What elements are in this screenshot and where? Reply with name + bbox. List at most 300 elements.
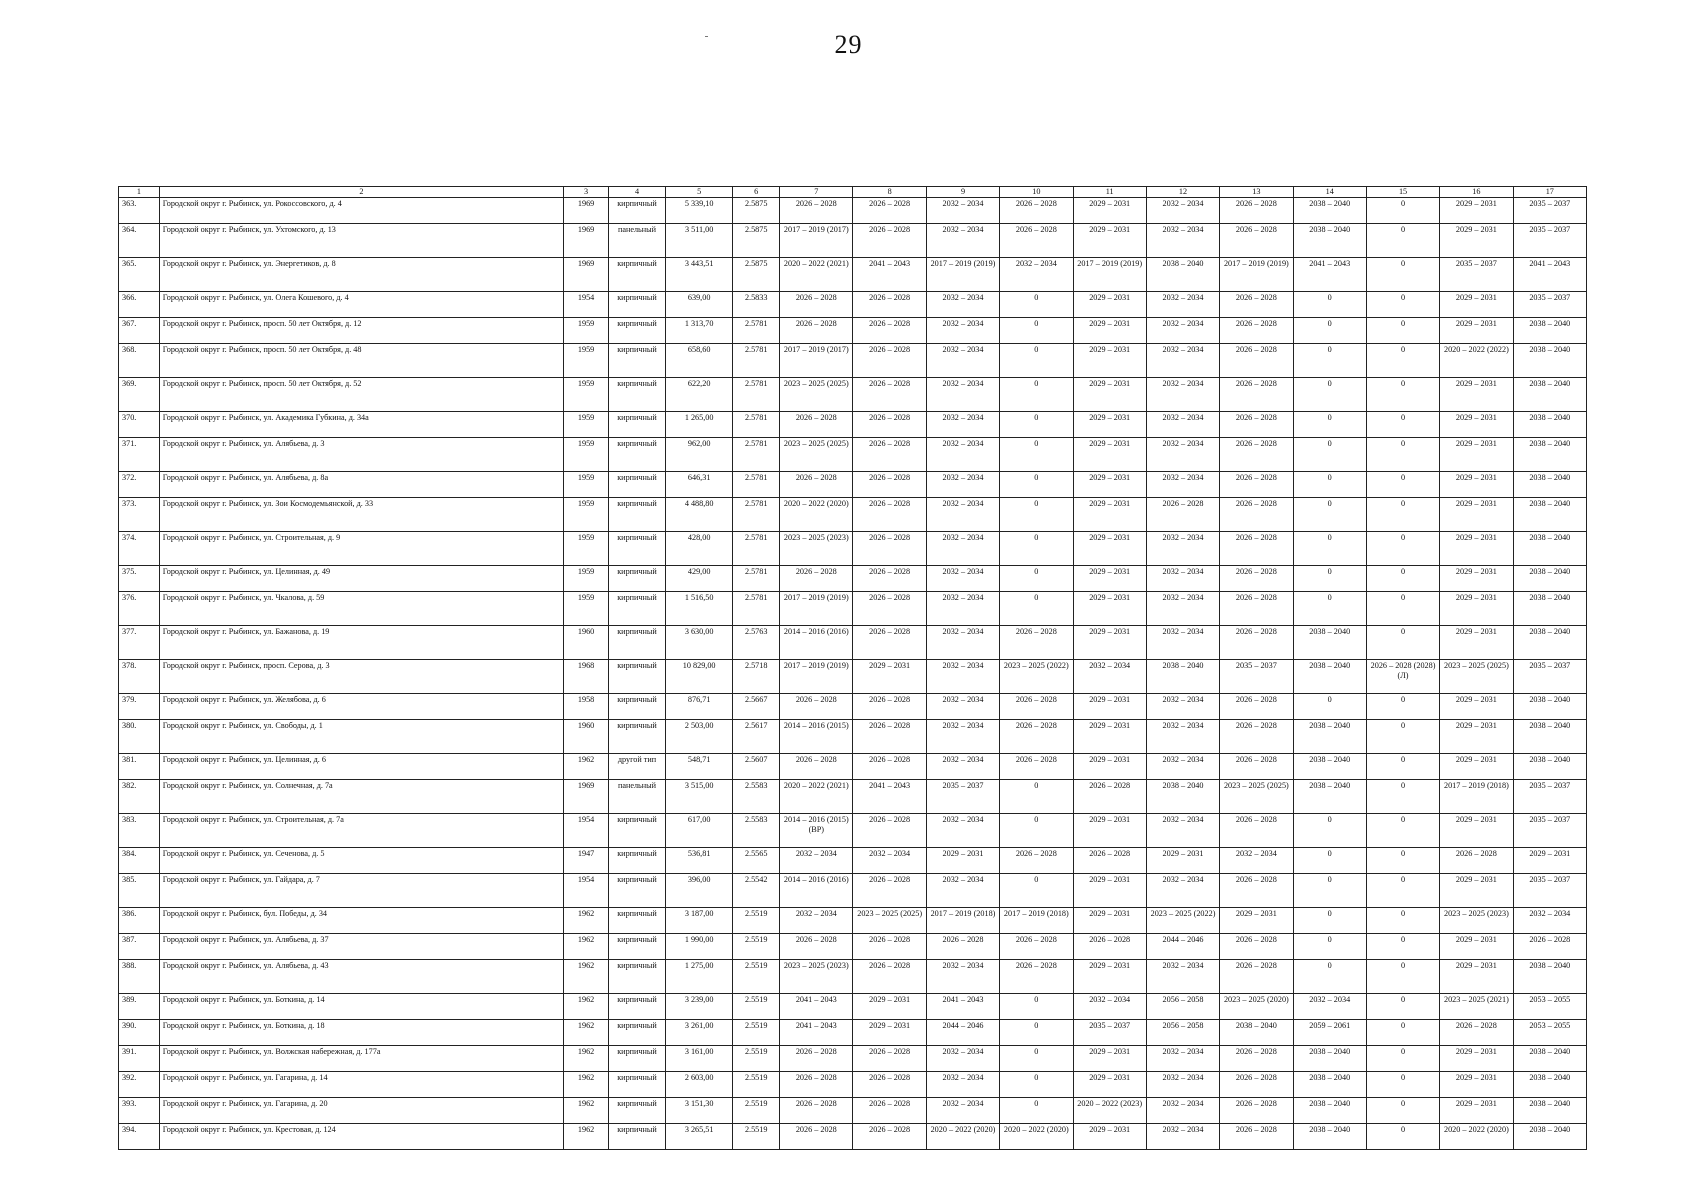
- priority-score-cell: 2.5781: [733, 344, 780, 378]
- wall-material-cell: кирпичный: [608, 532, 665, 566]
- repair-period-cell-17: 2053 – 2055: [1513, 1020, 1586, 1046]
- table-row: [119, 472, 1587, 498]
- priority-score-cell: 2.5781: [733, 532, 780, 566]
- repair-period-cell-15: 0: [1366, 1124, 1439, 1150]
- row-number-cell: 383.: [119, 814, 160, 848]
- repair-period-cell-17: 2029 – 2031: [1513, 848, 1586, 874]
- repair-period-cell-15: 0: [1366, 754, 1439, 780]
- repair-period-cell-11: 2017 – 2019 (2019): [1073, 258, 1146, 292]
- repair-period-cell-10: 2026 – 2028: [1000, 720, 1073, 754]
- repair-period-cell-17: 2038 – 2040: [1513, 472, 1586, 498]
- repair-period-cell-17: 2035 – 2037: [1513, 660, 1586, 694]
- column-number-5: 5: [666, 187, 733, 198]
- row-number-cell: 372.: [119, 472, 160, 498]
- repair-period-cell-17: 2041 – 2043: [1513, 258, 1586, 292]
- repair-period-cell-14: 0: [1293, 292, 1366, 318]
- repair-period-cell-9: 2020 – 2022 (2020): [926, 1124, 999, 1150]
- repair-period-cell-7: 2020 – 2022 (2020): [780, 498, 853, 532]
- table-row: [119, 292, 1587, 318]
- repair-period-cell-7: 2026 – 2028: [780, 1072, 853, 1098]
- wall-material-cell: кирпичный: [608, 694, 665, 720]
- area-cell: 4 488,80: [666, 498, 733, 532]
- area-cell: 1 516,50: [666, 592, 733, 626]
- column-number-9: 9: [926, 187, 999, 198]
- repair-period-cell-9: 2041 – 2043: [926, 994, 999, 1020]
- repair-period-cell-7: 2017 – 2019 (2017): [780, 344, 853, 378]
- repair-period-cell-17: 2038 – 2040: [1513, 592, 1586, 626]
- address-cell: Городской округ г. Рыбинск, ул. Алябьева, д. 43: [159, 960, 563, 994]
- repair-period-cell-7: 2026 – 2028: [780, 1124, 853, 1150]
- repair-period-cell-15: 0: [1366, 848, 1439, 874]
- repair-period-cell-12: 2032 – 2034: [1146, 720, 1219, 754]
- repair-period-cell-17: 2038 – 2040: [1513, 1124, 1586, 1150]
- repair-period-cell-15: 0: [1366, 780, 1439, 814]
- year-cell: 1959: [564, 412, 609, 438]
- priority-score-cell: 2.5583: [733, 814, 780, 848]
- repair-period-cell-11: 2029 – 2031: [1073, 1046, 1146, 1072]
- repair-period-cell-15: 0: [1366, 814, 1439, 848]
- repair-period-cell-10: 2032 – 2034: [1000, 258, 1073, 292]
- repair-period-cell-10: 2023 – 2025 (2022): [1000, 660, 1073, 694]
- repair-period-cell-14: 0: [1293, 412, 1366, 438]
- repair-period-cell-15: 0: [1366, 1072, 1439, 1098]
- address-cell: Городской округ г. Рыбинск, ул. Ухтомского, д. 13: [159, 224, 563, 258]
- year-cell: 1959: [564, 592, 609, 626]
- repair-period-cell-14: 0: [1293, 592, 1366, 626]
- address-cell: Городской округ г. Рыбинск, ул. Желябова, д. 6: [159, 694, 563, 720]
- table-row: [119, 318, 1587, 344]
- year-cell: 1962: [564, 908, 609, 934]
- repair-period-cell-13: 2029 – 2031: [1220, 908, 1293, 934]
- wall-material-cell: кирпичный: [608, 438, 665, 472]
- repair-period-cell-9: 2032 – 2034: [926, 292, 999, 318]
- column-number-10: 10: [1000, 187, 1073, 198]
- repair-period-cell-13: 2032 – 2034: [1220, 848, 1293, 874]
- area-cell: 10 829,00: [666, 660, 733, 694]
- wall-material-cell: панельный: [608, 780, 665, 814]
- area-cell: 3 515,00: [666, 780, 733, 814]
- row-number-cell: 389.: [119, 994, 160, 1020]
- repair-period-cell-17: 2038 – 2040: [1513, 412, 1586, 438]
- repair-period-cell-14: 0: [1293, 378, 1366, 412]
- area-cell: 658,60: [666, 344, 733, 378]
- repair-period-cell-14: 2038 – 2040: [1293, 626, 1366, 660]
- wall-material-cell: кирпичный: [608, 258, 665, 292]
- repair-period-cell-13: 2026 – 2028: [1220, 874, 1293, 908]
- row-number-cell: 376.: [119, 592, 160, 626]
- repair-period-cell-15: 0: [1366, 198, 1439, 224]
- repair-period-cell-12: 2032 – 2034: [1146, 472, 1219, 498]
- repair-period-cell-11: 2026 – 2028: [1073, 848, 1146, 874]
- repair-period-cell-8: 2026 – 2028: [853, 1072, 926, 1098]
- repair-period-cell-12: 2032 – 2034: [1146, 532, 1219, 566]
- repair-period-cell-9: 2032 – 2034: [926, 592, 999, 626]
- priority-score-cell: 2.5718: [733, 660, 780, 694]
- year-cell: 1960: [564, 626, 609, 660]
- repair-period-cell-17: 2053 – 2055: [1513, 994, 1586, 1020]
- repair-period-cell-17: 2038 – 2040: [1513, 1098, 1586, 1124]
- repair-period-cell-16: 2029 – 2031: [1440, 412, 1513, 438]
- repair-period-cell-15: 0: [1366, 472, 1439, 498]
- repair-period-cell-8: 2026 – 2028: [853, 292, 926, 318]
- repair-period-cell-12: 2032 – 2034: [1146, 198, 1219, 224]
- repair-period-cell-16: 2029 – 2031: [1440, 472, 1513, 498]
- repair-period-cell-14: 0: [1293, 498, 1366, 532]
- row-number-cell: 370.: [119, 412, 160, 438]
- year-cell: 1959: [564, 438, 609, 472]
- repair-period-cell-12: 2044 – 2046: [1146, 934, 1219, 960]
- repair-period-cell-12: 2038 – 2040: [1146, 780, 1219, 814]
- repair-period-cell-10: 0: [1000, 344, 1073, 378]
- repair-period-cell-10: 2026 – 2028: [1000, 848, 1073, 874]
- repair-period-cell-12: 2026 – 2028: [1146, 498, 1219, 532]
- repair-period-cell-16: 2035 – 2037: [1440, 258, 1513, 292]
- area-cell: 3 187,00: [666, 908, 733, 934]
- priority-score-cell: 2.5781: [733, 318, 780, 344]
- repair-period-cell-10: 0: [1000, 1098, 1073, 1124]
- repair-period-cell-7: 2014 – 2016 (2015): [780, 720, 853, 754]
- repair-period-cell-12: 2032 – 2034: [1146, 626, 1219, 660]
- address-cell: Городской округ г. Рыбинск, ул. Зои Космодемьянской, д. 33: [159, 498, 563, 532]
- area-cell: 2 603,00: [666, 1072, 733, 1098]
- priority-score-cell: 2.5519: [733, 1072, 780, 1098]
- year-cell: 1959: [564, 472, 609, 498]
- repair-period-cell-12: 2056 – 2058: [1146, 1020, 1219, 1046]
- wall-material-cell: кирпичный: [608, 378, 665, 412]
- repair-period-cell-14: 2038 – 2040: [1293, 1046, 1366, 1072]
- address-cell: Городской округ г. Рыбинск, просп. 50 лет Октября, д. 52: [159, 378, 563, 412]
- priority-score-cell: 2.5519: [733, 994, 780, 1020]
- repair-period-cell-7: 2026 – 2028: [780, 412, 853, 438]
- repair-period-cell-11: 2029 – 2031: [1073, 318, 1146, 344]
- repair-period-cell-16: 2029 – 2031: [1440, 934, 1513, 960]
- repair-period-cell-7: 2023 – 2025 (2023): [780, 960, 853, 994]
- repair-period-cell-11: 2029 – 2031: [1073, 626, 1146, 660]
- table-row: [119, 660, 1587, 694]
- repair-period-cell-11: 2029 – 2031: [1073, 292, 1146, 318]
- repair-period-cell-15: 0: [1366, 438, 1439, 472]
- repair-period-cell-9: 2032 – 2034: [926, 438, 999, 472]
- repair-period-cell-7: 2026 – 2028: [780, 694, 853, 720]
- repair-period-cell-8: 2029 – 2031: [853, 994, 926, 1020]
- address-cell: Городской округ г. Рыбинск, ул. Сеченова, д. 5: [159, 848, 563, 874]
- repair-period-cell-13: 2026 – 2028: [1220, 566, 1293, 592]
- repair-period-cell-10: 0: [1000, 814, 1073, 848]
- repair-period-cell-13: 2026 – 2028: [1220, 472, 1293, 498]
- priority-score-cell: 2.5667: [733, 694, 780, 720]
- repair-period-cell-12: 2032 – 2034: [1146, 960, 1219, 994]
- wall-material-cell: кирпичный: [608, 472, 665, 498]
- repair-period-cell-16: 2023 – 2025 (2023): [1440, 908, 1513, 934]
- repair-period-cell-7: 2023 – 2025 (2025): [780, 378, 853, 412]
- repair-period-cell-11: 2029 – 2031: [1073, 1072, 1146, 1098]
- row-number-cell: 364.: [119, 224, 160, 258]
- repair-period-cell-9: 2032 – 2034: [926, 626, 999, 660]
- repair-period-cell-9: 2017 – 2019 (2019): [926, 258, 999, 292]
- address-cell: Городской округ г. Рыбинск, просп. Серова, д. 3: [159, 660, 563, 694]
- table-row: [119, 566, 1587, 592]
- repair-period-cell-14: 0: [1293, 566, 1366, 592]
- repair-period-cell-8: 2026 – 2028: [853, 1046, 926, 1072]
- column-number-3: 3: [564, 187, 609, 198]
- repair-period-cell-11: 2029 – 2031: [1073, 694, 1146, 720]
- repair-period-cell-14: 0: [1293, 934, 1366, 960]
- repair-period-cell-17: 2035 – 2037: [1513, 292, 1586, 318]
- repair-period-cell-14: 2038 – 2040: [1293, 224, 1366, 258]
- repair-period-cell-9: 2032 – 2034: [926, 318, 999, 344]
- repair-period-cell-10: 2026 – 2028: [1000, 694, 1073, 720]
- repair-period-cell-13: 2026 – 2028: [1220, 438, 1293, 472]
- area-cell: 3 630,00: [666, 626, 733, 660]
- repair-period-cell-7: 2026 – 2028: [780, 1046, 853, 1072]
- row-number-cell: 379.: [119, 694, 160, 720]
- repair-period-cell-7: 2026 – 2028: [780, 1098, 853, 1124]
- wall-material-cell: кирпичный: [608, 1046, 665, 1072]
- repair-period-cell-10: 0: [1000, 1072, 1073, 1098]
- repair-period-cell-11: 2029 – 2031: [1073, 498, 1146, 532]
- wall-material-cell: кирпичный: [608, 498, 665, 532]
- repair-period-cell-9: 2032 – 2034: [926, 694, 999, 720]
- repair-period-cell-15: 0: [1366, 318, 1439, 344]
- repair-period-cell-17: 2038 – 2040: [1513, 960, 1586, 994]
- repair-period-cell-13: 2026 – 2028: [1220, 754, 1293, 780]
- repair-period-cell-7: 2014 – 2016 (2016): [780, 874, 853, 908]
- area-cell: 3 239,00: [666, 994, 733, 1020]
- repair-period-cell-12: 2032 – 2034: [1146, 344, 1219, 378]
- repair-period-cell-16: 2029 – 2031: [1440, 198, 1513, 224]
- repair-period-cell-16: 2029 – 2031: [1440, 292, 1513, 318]
- repair-period-cell-9: 2029 – 2031: [926, 848, 999, 874]
- year-cell: 1959: [564, 532, 609, 566]
- table-row: [119, 994, 1587, 1020]
- table-row: [119, 694, 1587, 720]
- scan-mark: [705, 36, 708, 37]
- repair-period-cell-14: 0: [1293, 960, 1366, 994]
- repair-period-cell-11: 2029 – 2031: [1073, 720, 1146, 754]
- area-cell: 396,00: [666, 874, 733, 908]
- repair-period-cell-17: 2026 – 2028: [1513, 934, 1586, 960]
- row-number-cell: 393.: [119, 1098, 160, 1124]
- repair-period-cell-8: 2026 – 2028: [853, 960, 926, 994]
- address-cell: Городской округ г. Рыбинск, ул. Энергетиков, д. 8: [159, 258, 563, 292]
- repair-period-cell-16: 2029 – 2031: [1440, 378, 1513, 412]
- repair-period-cell-10: 0: [1000, 874, 1073, 908]
- repair-period-cell-12: 2032 – 2034: [1146, 592, 1219, 626]
- repair-period-cell-13: 2026 – 2028: [1220, 1072, 1293, 1098]
- wall-material-cell: кирпичный: [608, 874, 665, 908]
- repair-period-cell-8: 2026 – 2028: [853, 224, 926, 258]
- repair-period-cell-10: 0: [1000, 318, 1073, 344]
- repair-period-cell-11: 2029 – 2031: [1073, 344, 1146, 378]
- repair-period-cell-9: 2032 – 2034: [926, 532, 999, 566]
- address-cell: Городской округ г. Рыбинск, ул. Боткина, д. 14: [159, 994, 563, 1020]
- wall-material-cell: кирпичный: [608, 292, 665, 318]
- table-row: [119, 438, 1587, 472]
- repair-period-cell-14: 0: [1293, 532, 1366, 566]
- year-cell: 1962: [564, 934, 609, 960]
- area-cell: 876,71: [666, 694, 733, 720]
- priority-score-cell: 2.5565: [733, 848, 780, 874]
- repair-period-cell-13: 2026 – 2028: [1220, 198, 1293, 224]
- wall-material-cell: кирпичный: [608, 1020, 665, 1046]
- priority-score-cell: 2.5833: [733, 292, 780, 318]
- repair-period-cell-17: 2038 – 2040: [1513, 694, 1586, 720]
- repair-period-cell-16: 2029 – 2031: [1440, 960, 1513, 994]
- year-cell: 1954: [564, 874, 609, 908]
- repair-period-cell-7: 2032 – 2034: [780, 908, 853, 934]
- repair-period-cell-17: 2032 – 2034: [1513, 908, 1586, 934]
- repair-period-cell-13: 2026 – 2028: [1220, 532, 1293, 566]
- repair-period-cell-14: 0: [1293, 472, 1366, 498]
- repair-period-cell-9: 2032 – 2034: [926, 720, 999, 754]
- repair-period-cell-10: 0: [1000, 780, 1073, 814]
- repair-period-cell-10: 2020 – 2022 (2020): [1000, 1124, 1073, 1150]
- repair-period-cell-13: 2026 – 2028: [1220, 224, 1293, 258]
- column-number-6: 6: [733, 187, 780, 198]
- repair-period-cell-9: 2032 – 2034: [926, 224, 999, 258]
- repair-period-cell-9: 2032 – 2034: [926, 378, 999, 412]
- repair-period-cell-14: 2041 – 2043: [1293, 258, 1366, 292]
- repair-period-cell-9: 2032 – 2034: [926, 198, 999, 224]
- repair-period-cell-17: 2035 – 2037: [1513, 224, 1586, 258]
- priority-score-cell: 2.5875: [733, 258, 780, 292]
- repair-period-cell-11: 2020 – 2022 (2023): [1073, 1098, 1146, 1124]
- repair-period-cell-13: 2026 – 2028: [1220, 318, 1293, 344]
- repair-period-cell-9: 2032 – 2034: [926, 660, 999, 694]
- repair-period-cell-14: 0: [1293, 874, 1366, 908]
- repair-period-cell-16: 2029 – 2031: [1440, 592, 1513, 626]
- repair-period-cell-14: 2038 – 2040: [1293, 1072, 1366, 1098]
- row-number-cell: 385.: [119, 874, 160, 908]
- repair-period-cell-7: 2026 – 2028: [780, 318, 853, 344]
- repair-period-cell-8: 2026 – 2028: [853, 1098, 926, 1124]
- row-number-cell: 367.: [119, 318, 160, 344]
- repair-period-cell-14: 0: [1293, 908, 1366, 934]
- column-number-12: 12: [1146, 187, 1219, 198]
- wall-material-cell: кирпичный: [608, 592, 665, 626]
- repair-period-cell-12: 2032 – 2034: [1146, 1124, 1219, 1150]
- repair-period-cell-17: 2038 – 2040: [1513, 566, 1586, 592]
- repair-period-cell-12: 2032 – 2034: [1146, 1072, 1219, 1098]
- priority-score-cell: 2.5519: [733, 1046, 780, 1072]
- repair-period-cell-7: 2020 – 2022 (2021): [780, 780, 853, 814]
- repair-period-cell-15: 0: [1366, 532, 1439, 566]
- area-cell: 3 151,30: [666, 1098, 733, 1124]
- year-cell: 1960: [564, 720, 609, 754]
- repair-period-cell-7: 2032 – 2034: [780, 848, 853, 874]
- priority-score-cell: 2.5519: [733, 908, 780, 934]
- wall-material-cell: кирпичный: [608, 994, 665, 1020]
- repair-period-cell-17: 2038 – 2040: [1513, 1072, 1586, 1098]
- row-number-cell: 391.: [119, 1046, 160, 1072]
- row-number-cell: 382.: [119, 780, 160, 814]
- address-cell: Городской округ г. Рыбинск, ул. Боткина, д. 18: [159, 1020, 563, 1046]
- repair-period-cell-8: 2026 – 2028: [853, 814, 926, 848]
- repair-period-cell-7: 2023 – 2025 (2023): [780, 532, 853, 566]
- table-row: [119, 378, 1587, 412]
- repair-period-cell-7: 2014 – 2016 (2015) (ВР): [780, 814, 853, 848]
- repair-period-cell-16: 2020 – 2022 (2020): [1440, 1124, 1513, 1150]
- year-cell: 1962: [564, 1046, 609, 1072]
- repair-period-cell-7: 2026 – 2028: [780, 472, 853, 498]
- year-cell: 1959: [564, 498, 609, 532]
- repair-period-cell-17: 2038 – 2040: [1513, 378, 1586, 412]
- repair-period-cell-16: 2023 – 2025 (2025): [1440, 660, 1513, 694]
- repair-period-cell-16: 2029 – 2031: [1440, 498, 1513, 532]
- address-cell: Городской округ г. Рыбинск, ул. Гагарина, д. 14: [159, 1072, 563, 1098]
- repair-period-cell-14: 0: [1293, 318, 1366, 344]
- repair-period-cell-13: 2026 – 2028: [1220, 1098, 1293, 1124]
- wall-material-cell: кирпичный: [608, 566, 665, 592]
- address-cell: Городской округ г. Рыбинск, просп. 50 лет Октября, д. 12: [159, 318, 563, 344]
- address-cell: Городской округ г. Рыбинск, ул. Олега Кошевого, д. 4: [159, 292, 563, 318]
- repair-period-cell-11: 2029 – 2031: [1073, 814, 1146, 848]
- repair-period-cell-8: 2026 – 2028: [853, 378, 926, 412]
- repair-period-cell-12: 2038 – 2040: [1146, 660, 1219, 694]
- area-cell: 3 161,00: [666, 1046, 733, 1072]
- repair-period-cell-14: 0: [1293, 438, 1366, 472]
- repair-period-cell-14: 2038 – 2040: [1293, 198, 1366, 224]
- repair-period-cell-7: 2026 – 2028: [780, 292, 853, 318]
- priority-score-cell: 2.5519: [733, 1124, 780, 1150]
- year-cell: 1962: [564, 994, 609, 1020]
- address-cell: Городской округ г. Рыбинск, просп. 50 лет Октября, д. 48: [159, 344, 563, 378]
- repair-period-cell-11: 2032 – 2034: [1073, 660, 1146, 694]
- repair-period-cell-14: 2032 – 2034: [1293, 994, 1366, 1020]
- address-cell: Городской округ г. Рыбинск, ул. Целинная, д. 49: [159, 566, 563, 592]
- table-row: [119, 814, 1587, 848]
- repair-period-cell-13: 2035 – 2037: [1220, 660, 1293, 694]
- repair-period-cell-10: 0: [1000, 532, 1073, 566]
- repair-period-cell-13: 2026 – 2028: [1220, 720, 1293, 754]
- row-number-cell: 373.: [119, 498, 160, 532]
- repair-period-cell-16: 2026 – 2028: [1440, 1020, 1513, 1046]
- wall-material-cell: кирпичный: [608, 720, 665, 754]
- repair-period-cell-10: 2026 – 2028: [1000, 198, 1073, 224]
- repair-period-cell-13: 2026 – 2028: [1220, 378, 1293, 412]
- area-cell: 548,71: [666, 754, 733, 780]
- repair-period-cell-12: 2029 – 2031: [1146, 848, 1219, 874]
- housing-schedule-table: [118, 186, 1587, 1150]
- area-cell: 5 339,10: [666, 198, 733, 224]
- repair-period-cell-13: 2023 – 2025 (2025): [1220, 780, 1293, 814]
- repair-period-cell-14: 2059 – 2061: [1293, 1020, 1366, 1046]
- repair-period-cell-8: 2026 – 2028: [853, 344, 926, 378]
- repair-period-cell-15: 0: [1366, 908, 1439, 934]
- repair-period-cell-9: 2032 – 2034: [926, 1046, 999, 1072]
- column-number-row: [119, 187, 1587, 198]
- repair-period-cell-8: 2032 – 2034: [853, 848, 926, 874]
- table-row: [119, 498, 1587, 532]
- address-cell: Городской округ г. Рыбинск, ул. Бажанова, д. 19: [159, 626, 563, 660]
- priority-score-cell: 2.5519: [733, 934, 780, 960]
- repair-period-cell-10: 0: [1000, 292, 1073, 318]
- repair-period-cell-12: 2032 – 2034: [1146, 814, 1219, 848]
- area-cell: 1 313,70: [666, 318, 733, 344]
- wall-material-cell: кирпичный: [608, 412, 665, 438]
- repair-period-cell-8: 2026 – 2028: [853, 532, 926, 566]
- repair-period-cell-8: 2041 – 2043: [853, 780, 926, 814]
- column-number-7: 7: [780, 187, 853, 198]
- row-number-cell: 374.: [119, 532, 160, 566]
- wall-material-cell: кирпичный: [608, 344, 665, 378]
- area-cell: 536,81: [666, 848, 733, 874]
- area-cell: 3 261,00: [666, 1020, 733, 1046]
- repair-period-cell-8: 2026 – 2028: [853, 198, 926, 224]
- repair-period-cell-11: 2032 – 2034: [1073, 994, 1146, 1020]
- table-row: [119, 848, 1587, 874]
- table-row: [119, 1124, 1587, 1150]
